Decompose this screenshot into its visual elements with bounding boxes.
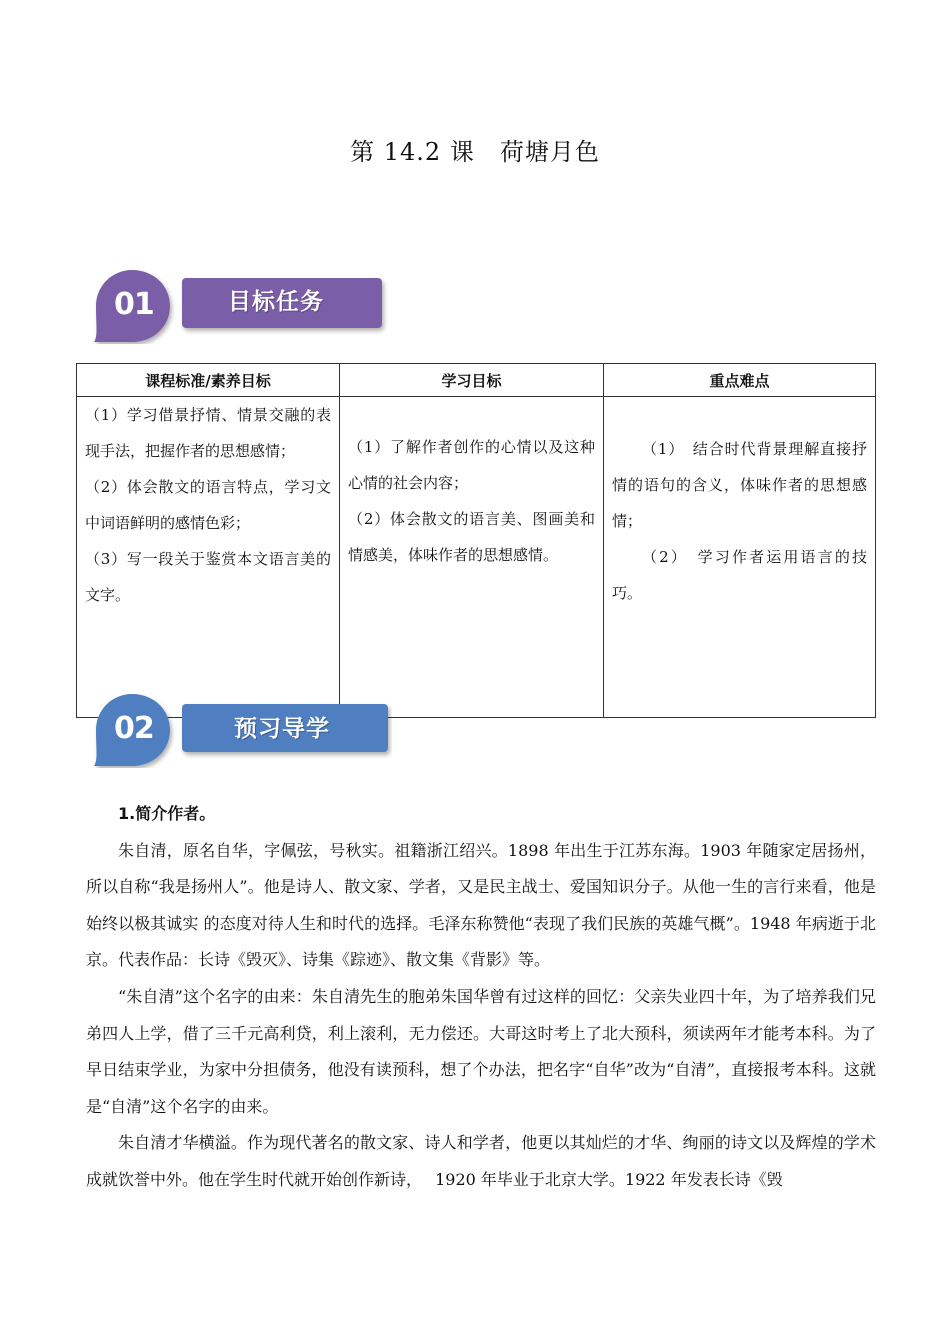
table-row xyxy=(77,397,876,718)
standards-cell xyxy=(77,397,340,718)
paragraph: 朱自清才华横溢。作为现代著名的散文家、诗人和学者，他更以其灿烂的才华、绚丽的诗文以及辉煌的学术成就饮誉中外。他在学生时代就开始创作新诗， 1920 年毕业于北京大学。1922 年发表长诗《毁 xyxy=(86,1133,876,1189)
list-item: （2） 学习作者运用语言的技巧。 xyxy=(612,548,867,602)
list-item: （3）写一段关于鉴赏本文语言美的文字。 xyxy=(85,550,331,604)
section-number: 02 xyxy=(114,711,154,746)
page-title: 第 14.2 课 荷塘月色 xyxy=(350,138,600,166)
paragraph: “朱自清”这个名字的由来：朱自清先生的胞弟朱国华曾有过这样的回忆：父亲失业四十年，为了培养我们兄弟四人上学，借了三千元高利贷，利上滚利，无力偿还。大哥这时考上了北大预科，须读两年才能考本科。为了早日结束学业，为家中分担债务，他没有读预科，想了个办法，把名字“自华”改为“自清”，直接报考本科。这就是“自清”这个名字的由来。 xyxy=(86,986,876,1116)
table-header-cell: 课程标准/素养目标 xyxy=(77,364,340,397)
section-badge-01 xyxy=(92,266,392,344)
list-item: （1）学习借景抒情、情景交融的表现手法，把握作者的思想感情； xyxy=(85,406,331,460)
section-label: 目标任务 xyxy=(228,289,324,315)
list-item: （1） 结合时代背景理解直接抒情的语句的含义，体味作者的思想感情； xyxy=(612,440,867,530)
key-points-cell xyxy=(604,397,876,718)
section-badge-02 xyxy=(92,690,392,768)
table-header-row xyxy=(77,364,876,397)
section-number: 01 xyxy=(114,287,154,322)
list-item: （1）了解作者创作的心情以及这种心情的社会内容； xyxy=(348,438,595,492)
objectives-cell xyxy=(340,397,604,718)
paragraph: 朱自清，原名自华，字佩弦，号秋实。祖籍浙江绍兴。1898 年出生于江苏东海。1903 年随家定居扬州，所以自称“我是扬州人”。他是诗人、散文家、学者，又是民主战士、爱国知识分子。从他一生的言行来看，他是始终以极其诚实 的态度对待人生和时代的选择。毛泽东称赞他“表现了我们民族的英雄气概”。1948 年病逝于北京。代表作品：长诗《毁灭》、诗集《踪迹》、散文集《背影》等。 xyxy=(86,840,876,970)
table-header-cell: 重点难点 xyxy=(604,364,876,397)
section-label: 预习导学 xyxy=(234,716,330,742)
section-heading: 1.简介作者。 xyxy=(118,804,216,823)
list-item: （2）体会散文的语言美、图画美和情感美，体味作者的思想感情。 xyxy=(348,510,595,564)
preview-section xyxy=(86,796,876,1199)
table-header-cell: 学习目标 xyxy=(340,364,604,397)
goals-table xyxy=(76,363,876,718)
list-item: （2）体会散文的语言特点，学习文中词语鲜明的感情色彩； xyxy=(85,478,331,532)
